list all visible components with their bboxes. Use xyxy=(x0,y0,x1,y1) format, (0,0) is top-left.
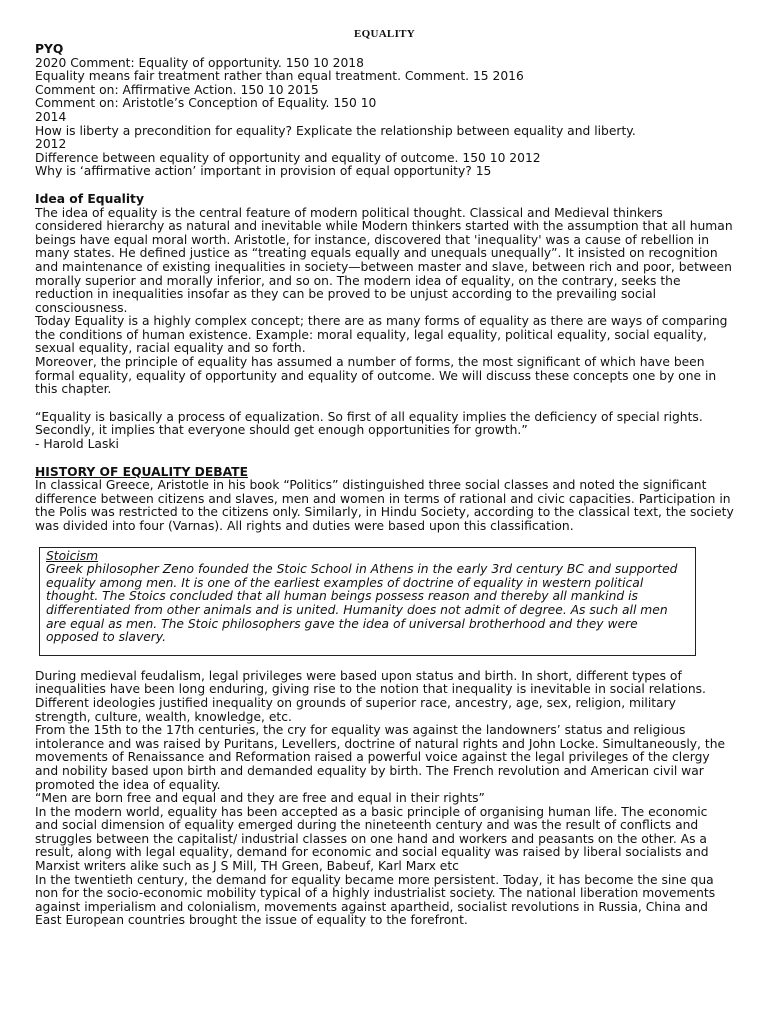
pyq-line: Comment on: Aristotle’s Conception of Equality. 150 10 xyxy=(35,96,377,111)
history-paragraph: During medieval feudalism, legal privileges were based upon status and birth. In short, different types of inequalities have been long enduring, giving rise to the notion that inequality is inevitable in social relations. Different ideologies justified inequality on grounds of superior race, ancestry, age, sex, religion, military strength, culture, wealth, knowledge, etc. xyxy=(35,668,706,724)
idea-heading: Idea of Equality xyxy=(35,191,144,206)
idea-paragraph: Today Equality is a highly complex concept; there are as many forms of equality as there are ways of comparing the conditions of human existence. Example: moral equality, legal equality, political equality, social equality, sexual equality, racial equality and so forth. xyxy=(35,314,728,356)
pyq-line: 2014 xyxy=(35,109,67,124)
pyq-line: 2020 Comment: Equality of opportunity. 150 10 2018 xyxy=(35,55,364,70)
history-paragraph: In the modern world, equality has been accepted as a basic principle of organising human life. The economic and social dimension of equality emerged during the nineteenth century and was the result of conflicts and struggles between the capitalist/ industrial classes on one hand and workers and peasants on the other. As a result, along with legal equality, demand for economic and social equality was raised by liberal socialists and Marxist writers alike such as J S Mill, TH Green, Babeuf, Karl Marx etc xyxy=(35,804,709,874)
laski-quote: “Equality is basically a process of equalization. So first of all equality implies the deficiency of special rights. Secondly, it implies that everyone should get enough opportunities for growth.” xyxy=(35,409,703,438)
pyq-line: 2012 xyxy=(35,137,67,152)
history-intro: In classical Greece, Aristotle in his book “Politics” distinguished three social classes and noted the significant difference between citizens and slaves, men and women in terms of rational and civic capacities. Participation in the Polis was restricted to the citizens only. Similarly, in Hindu Society, according to the classical text, the society was divided into four (Varnas). All rights and duties were based upon this classification. xyxy=(35,478,734,533)
pyq-line: Comment on: Affirmative Action. 150 10 2015 xyxy=(35,82,319,97)
pyq-line: Equality means fair treatment rather than equal treatment. Comment. 15 2016 xyxy=(35,69,524,84)
pyq-heading: PYQ xyxy=(35,42,64,56)
stoicism-heading: Stoicism xyxy=(46,548,99,563)
stoicism-text: Greek philosopher Zeno founded the Stoic School in Athens in the early 3rd century BC and supported equality among men. It is one of the earliest examples of doctrine of equality in western political thought. The Stoics concluded that all human beings possess reason and thereby all mankind is differentiated from other animals and is united. Humanity does not admit of degree. As such all men are equal as men. The Stoic philosophers gave the idea of universal brotherhood and they were opposed to slavery. xyxy=(46,562,678,645)
pyq-line: Why is ‘affirmative action’ important in provision of equal opportunity? 15 xyxy=(35,164,492,179)
history-paragraph: In the twentieth century, the demand for equality became more persistent. Today, it has become the sine qua non for the socio-economic mobility typical of a highly industrialist society. The national liberation movements against imperialism and colonialism, movements against apartheid, socialist revolutions in Russia, China and East European countries brought the issue of equality to the forefront. xyxy=(35,872,716,928)
history-quote: “Men are born free and equal and they are free and equal in their rights” xyxy=(35,791,485,806)
document-title: EQUALITY xyxy=(353,28,416,40)
stoicism-box xyxy=(39,547,696,656)
pyq-line: Difference between equality of opportunity and equality of outcome. 150 10 2012 xyxy=(35,150,541,165)
idea-paragraph: Moreover, the principle of equality has assumed a number of forms, the most significant of which have been formal equality, equality of opportunity and equality of outcome. We will discuss these concepts one by one in this chapter. xyxy=(35,355,717,397)
history-paragraph: From the 15th to the 17th centuries, the cry for equality was against the landowners’ status and religious intolerance and was raised by Puritans, Levellers, doctrine of natural rights and John Locke. Simultaneously, the movements of Renaissance and Reformation raised a powerful voice against the legal privileges of the clergy and nobility based upon birth and demanded equality by birth. The French revolution and American civil war promoted the idea of equality. xyxy=(35,723,726,792)
spacer xyxy=(35,397,734,411)
quote-author: - Harold Laski xyxy=(35,437,119,452)
spacer xyxy=(35,452,734,466)
idea-paragraph: The idea of equality is the central feature of modern political thought. Classical and Medieval thinkers considered hierarchy as natural and inevitable while Modern thinkers started with the assumption that all human beings have equal moral worth. Aristotle, for instance, discovered that 'inequality' was a cause of rebellion in many states. He defined justice as “treating equals equally and unequals unequally”. It insisted on recognition and maintenance of existing inequalities in society—between master and slave, between rich and poor, between morally superior and morally inferior, and so on. The modern idea of equality, on the contrary, seeks the reduction in inequalities insofar as they can be proved to be unjust according to the prevailing social consciousness. xyxy=(35,205,733,315)
pyq-line: How is liberty a precondition for equality? Explicate the relationship between equality and liberty. xyxy=(35,123,636,138)
history-heading: HISTORY OF EQUALITY DEBATE xyxy=(35,464,248,479)
spacer xyxy=(35,179,734,193)
